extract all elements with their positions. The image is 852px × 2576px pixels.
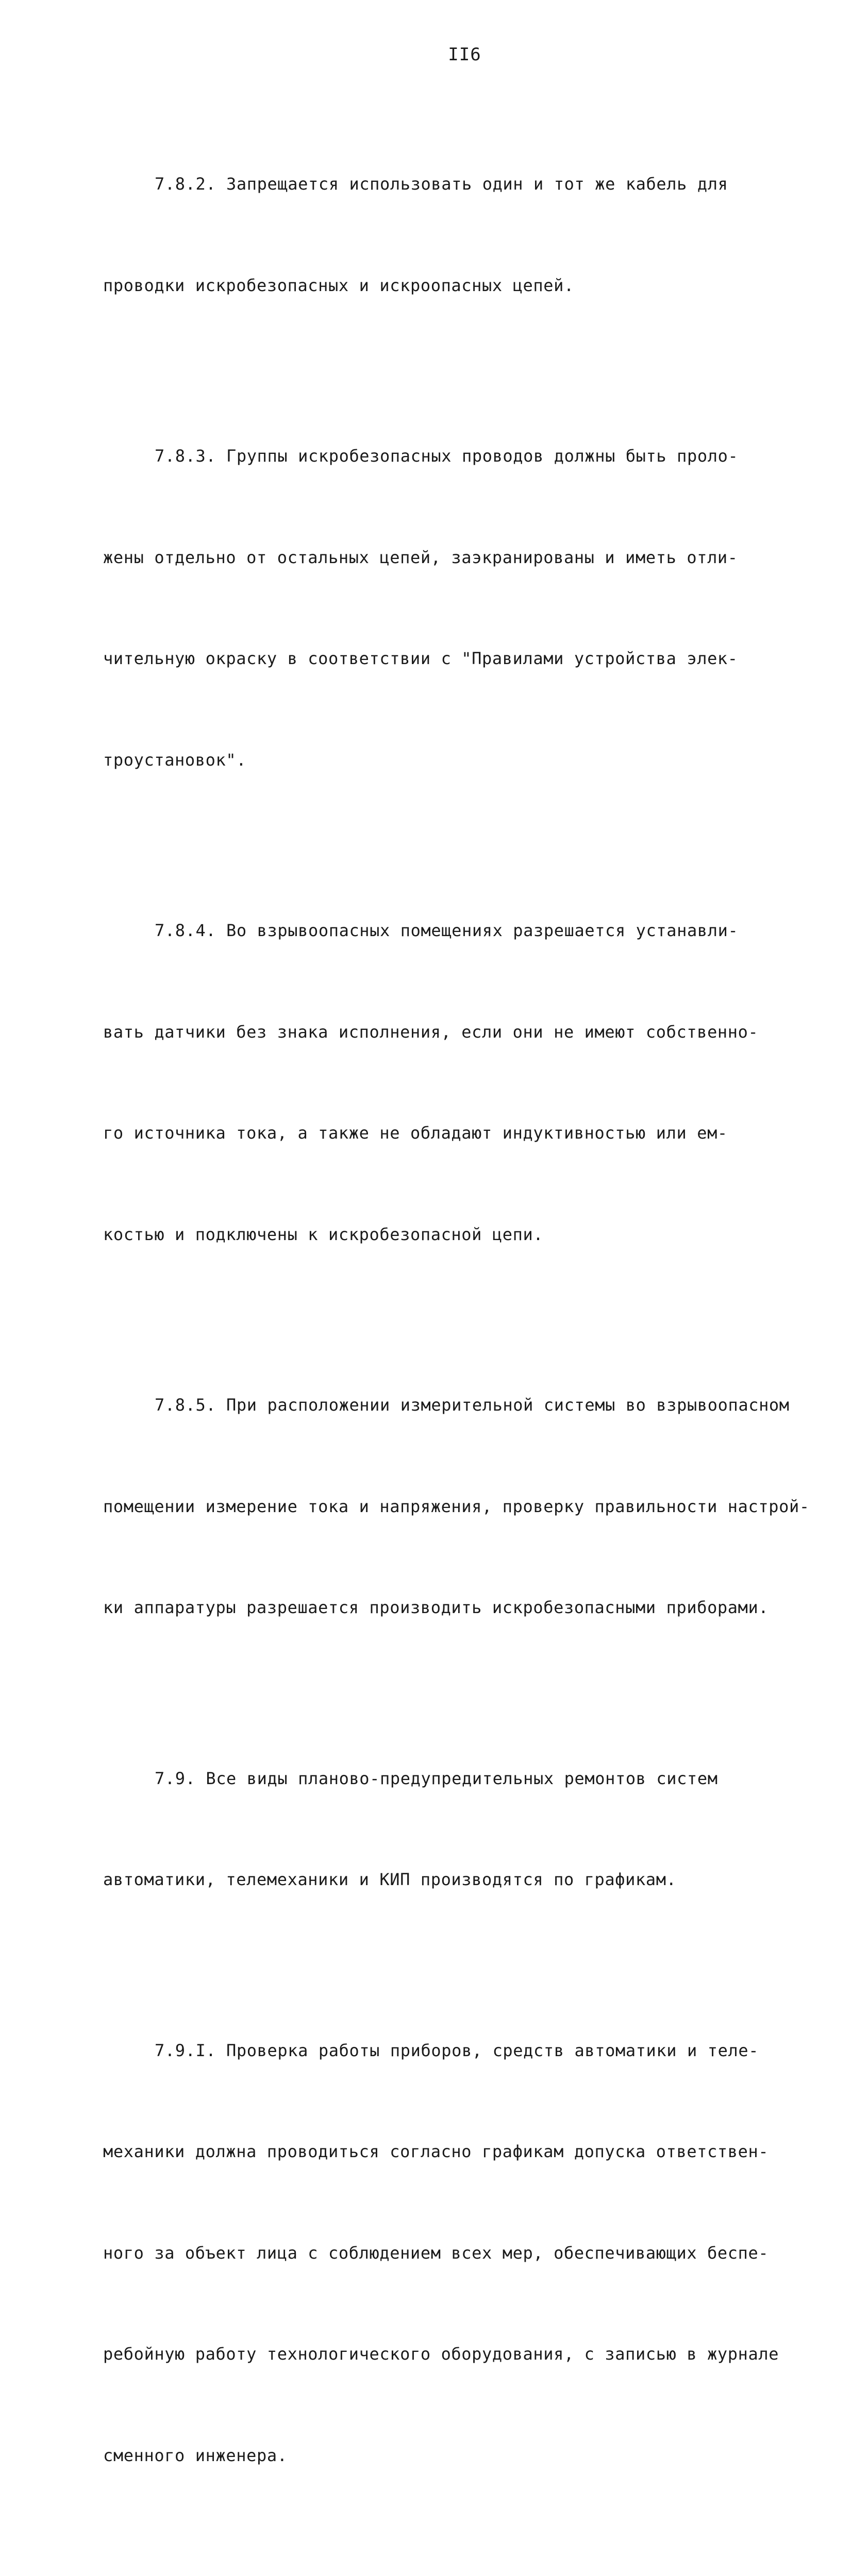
paragraph-line: костью и подключены к искробезопасной цепи. [103, 1224, 544, 1244]
page-number: II6 [448, 44, 481, 65]
paragraph-line: чительную окраску в соответствии с "Правилами устройства элек- [103, 649, 738, 668]
paragraph-7-8-3 [103, 372, 806, 844]
paragraph-7-9-2 [103, 2542, 806, 2576]
paragraph-line: троустановок". [103, 750, 247, 770]
paragraph-7-8-5 [103, 1321, 810, 1692]
paragraph-line: 7.9. Все виды планово-предупредительных ремонтов систем [155, 1768, 718, 1788]
paragraph-line: вать датчики без знака исполнения, если они не имеют собственно- [103, 1022, 759, 1042]
paragraph-7-8-4 [103, 846, 806, 1319]
paragraph-line: сменного инженера. [103, 2445, 288, 2465]
paragraph-7-9 [103, 1694, 806, 1964]
paragraph-line: го источника тока, а также не обладают индуктивностью или ем- [103, 1123, 728, 1143]
paragraph-line: ребойную работу технологического оборудования, с записью в журнале [103, 2344, 779, 2364]
paragraph-line: помещении измерение тока и напряжения, проверку правильности настрой- [103, 1496, 810, 1516]
paragraph-line: проводки искробезопасных и искроопасных цепей. [103, 275, 574, 295]
paragraph-line: 7.8.2. Запрещается использовать один и тот же кабель для [155, 174, 728, 194]
paragraph-line: ного за объект лица с соблюдением всех мер, обеспечивающих беспе- [103, 2243, 769, 2263]
paragraph-line: 7.8.3. Группы искробезопасных проводов должны быть проло- [155, 446, 739, 466]
paragraph-line: 7.8.5. При расположении измерительной системы во взрывоопасном [155, 1395, 790, 1415]
paragraph-line: механики должна проводиться согласно графикам допуска ответствен- [103, 2142, 769, 2161]
paragraph-line: 7.8.4. Во взрывоопасных помещениях разрешается устанавли- [155, 921, 739, 940]
paragraph-line: жены отдельно от остальных цепей, заэкранированы и иметь отли- [103, 547, 738, 567]
paragraph-line: автоматики, телемеханики и КИП производятся по графикам. [103, 1870, 677, 1889]
paragraph-7-8-2 [103, 100, 806, 370]
paragraph-line: ки аппаратуры разрешается производить искробезопасными приборами. [103, 1598, 769, 1617]
paragraph-7-9-1 [103, 1967, 806, 2540]
paragraph-line: 7.9.I. Проверка работы приборов, средств автоматики и теле- [155, 2040, 759, 2060]
